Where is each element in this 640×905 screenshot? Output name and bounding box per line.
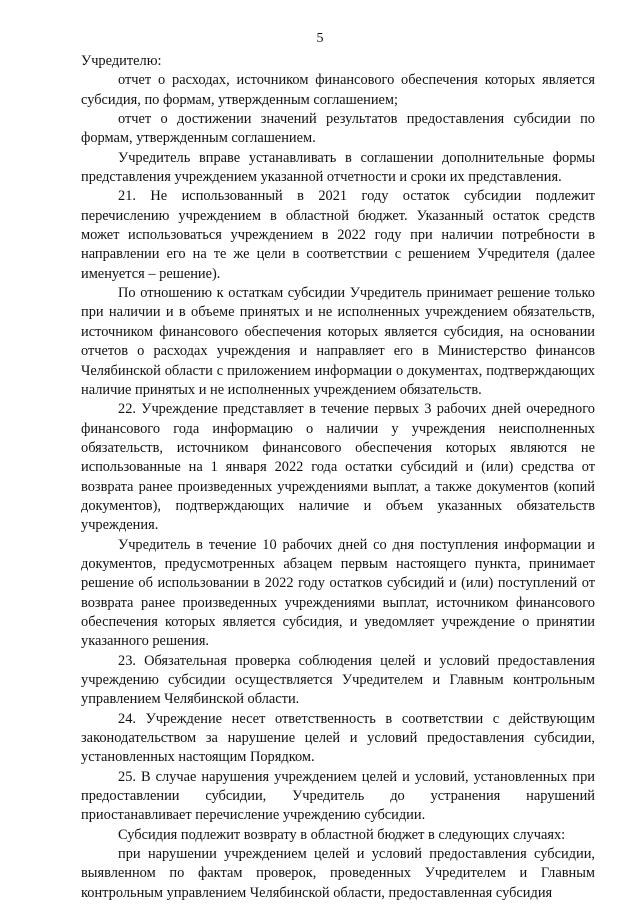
paragraph-item-24: 24. Учреждение несет ответственность в соответствии с действующим законодательством за нарушение целей и условий предоставления субсидии, установленных настоящим Порядком. (81, 710, 595, 766)
paragraph-remainder-decision: По отношению к остаткам субсидии Учредитель принимает решение только при наличии и в объеме принятых и не исполненных учреждением обязательств, источником финансового обеспечения которых является субсидия, на основании отчетов о расходах учреждения и направляет его в Министерство финансов Челябинской области с приложением информации о документах, подтверждающих наличие принятых и не исполненных учреждением обязательств. (81, 285, 595, 398)
document-body (81, 52, 595, 903)
paragraph-expense-report: отчет о расходах, источником финансового обеспечения которых является субсидия, по формам, утвержденным соглашением; (81, 72, 595, 108)
paragraph-item-21: 21. Не использованный в 2021 году остаток субсидии подлежит перечислению учреждением в областной бюджет. Указанный остаток средств может использоваться учреждением в 2022 году при наличии потребности в направлении его на те же цели в соответствии с решением Учредителя (далее именуется – решение). (81, 188, 595, 282)
page-number: 5 (316, 31, 324, 46)
paragraph-item-23: 23. Обязательная проверка соблюдения целей и условий предоставления учреждению субсидии осуществляется Учредителем и Главным контрольным управлением Челябинской области. (81, 652, 595, 708)
paragraph-founder-decision: Учредитель в течение 10 рабочих дней со дня поступления информации и документов, предусмотренных абзацем первым настоящего пункта, принимает решение об использовании в 2022 году остатков субсидий и (или) поступлений от возврата ранее произведенных учреждениями выплат, источником финансового обеспечения которых является субсидия, и уведомляет учреждение о принятии указанного решения. (81, 536, 595, 650)
paragraph-item-22: 22. Учреждение представляет в течение первых 3 рабочих дней очередного финансового года информацию о наличии у учреждения неисполненных обязательств, источником финансового обеспечения которых являются не использованные на 1 января 2022 года остатки субсидий и (или) средства от возврата ранее произведенных учреждениями выплат, а также документов (копий документов), подтверждающих наличие и объем указанных обязательств учреждения. (81, 401, 595, 534)
paragraph-refund-violation: при нарушении учреждением целей и условий предоставления субсидии, выявленном по фактам проверок, проведенных Учредителем и Главным контрольным управлением Челябинской области, предоставленная субсидия (81, 846, 595, 901)
paragraph-addressee: Учредителю: (81, 53, 162, 69)
paragraph-refund-cases: Субсидия подлежит возврату в областной бюджет в следующих случаях: (118, 826, 566, 843)
paragraph-results-report: отчет о достижении значений результатов предоставления субсидии по формам, утвержденным соглашением. (81, 111, 595, 147)
paragraph-additional-forms: Учредитель вправе устанавливать в соглашении дополнительные формы представления учреждением указанной отчетности и сроки их представления. (81, 149, 595, 186)
paragraph-item-25: 25. В случае нарушения учреждением целей и условий, установленных при предоставлении субсидии, Учредитель до устранения нарушений приостанавливает перечисление учреждению субсидии. (81, 768, 595, 824)
